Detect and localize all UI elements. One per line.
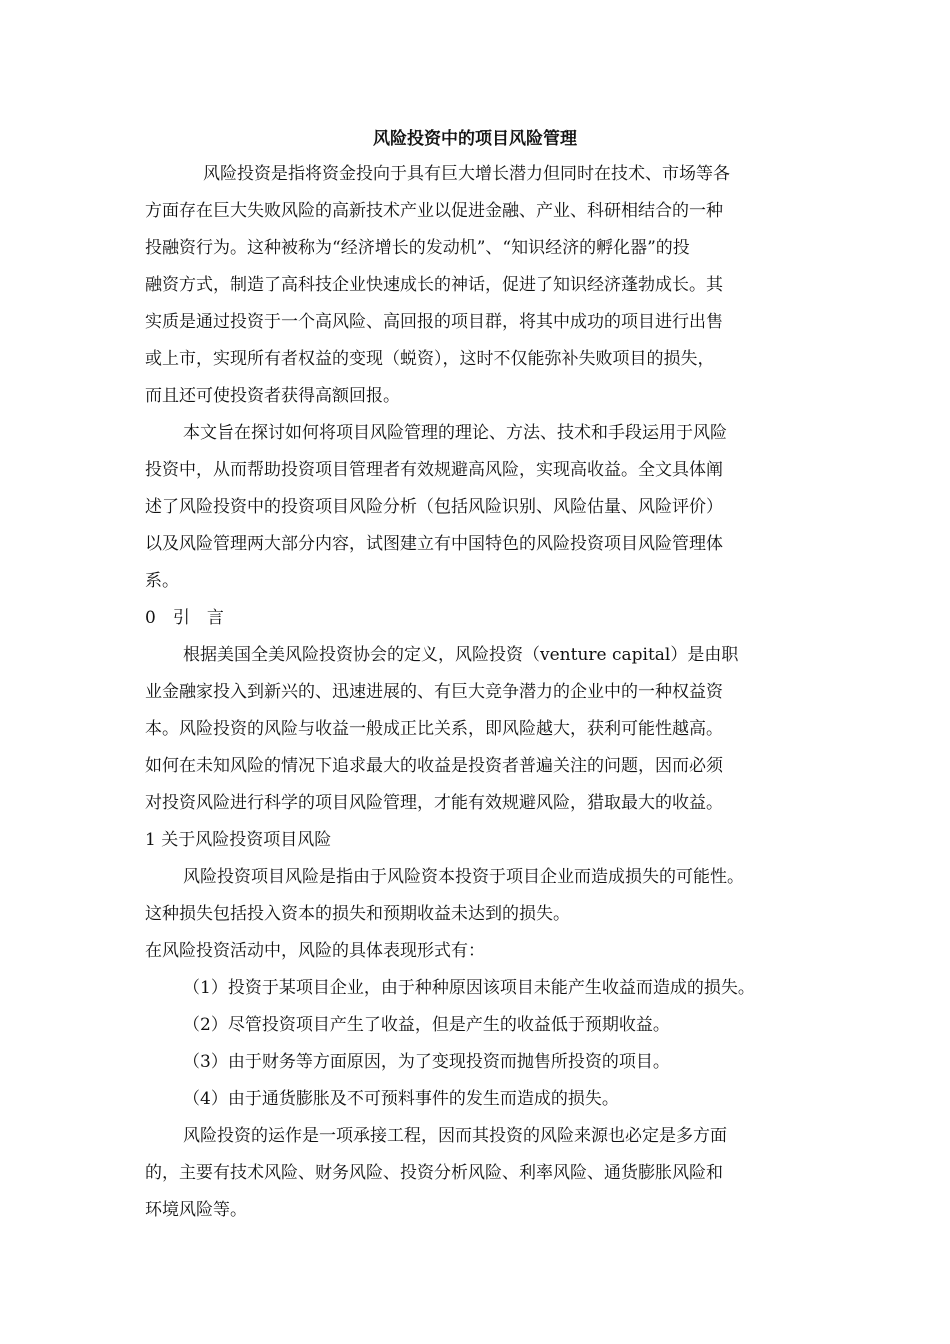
paragraph-line: 这种损失包括投入资本的损失和预期收益未达到的损失。 bbox=[145, 904, 570, 924]
list-item: （2）尽管投资项目产生了收益，但是产生的收益低于预期收益。 bbox=[183, 1015, 670, 1035]
section-heading: 1 关于风险投资项目风险 bbox=[145, 830, 332, 850]
paragraph-line: 本。风险投资的风险与收益一般成正比关系，即风险越大，获利可能性越高。 bbox=[145, 719, 723, 739]
paragraph-line: 或上市，实现所有者权益的变现（蜕资），这时不仅能弥补失败项目的损失， bbox=[145, 349, 715, 369]
paragraph-line: 系。 bbox=[145, 571, 179, 591]
paragraph-line: 投融资行为。这种被称为“经济增长的发动机”、“知识经济的孵化器”的投 bbox=[145, 238, 690, 258]
paragraph-line: 对投资风险进行科学的项目风险管理，才能有效规避风险，猎取最大的收益。 bbox=[145, 793, 723, 813]
document-title: 风险投资中的项目风险管理 bbox=[373, 129, 577, 149]
paragraph-line: 实质是通过投资于一个高风险、高回报的项目群，将其中成功的项目进行出售 bbox=[145, 312, 723, 332]
paragraph-line: 而且还可使投资者获得高额回报。 bbox=[145, 386, 400, 406]
paragraph-line: 本文旨在探讨如何将项目风险管理的理论、方法、技术和手段运用于风险 bbox=[183, 423, 727, 443]
paragraph-line: 投资中，从而帮助投资项目管理者有效规避高风险，实现高收益。全文具体阐 bbox=[145, 460, 723, 480]
list-item: （3）由于财务等方面原因，为了变现投资而抛售所投资的项目。 bbox=[183, 1052, 670, 1072]
paragraph-line: 业金融家投入到新兴的、迅速进展的、有巨大竞争潜力的企业中的一种权益资 bbox=[145, 682, 723, 702]
list-item: （1）投资于某项目企业，由于种种原因该项目未能产生收益而造成的损失。 bbox=[183, 978, 755, 998]
paragraph-line: 述了风险投资中的投资项目风险分析（包括风险识别、风险估量、风险评价） bbox=[145, 497, 723, 517]
paragraph-line: 风险投资项目风险是指由于风险资本投资于项目企业而造成损失的可能性。 bbox=[183, 867, 744, 887]
paragraph-line: 风险投资是指将资金投向于具有巨大增长潜力但同时在技术、市场等各 bbox=[203, 164, 730, 184]
paragraph-line: 融资方式，制造了高科技企业快速成长的神话，促进了知识经济蓬勃成长。其 bbox=[145, 275, 723, 295]
paragraph-line: 如何在未知风险的情况下追求最大的收益是投资者普遍关注的问题，因而必须 bbox=[145, 756, 723, 776]
paragraph-line: 风险投资的运作是一项承接工程，因而其投资的风险来源也必定是多方面 bbox=[183, 1126, 727, 1146]
paragraph-line: 环境风险等。 bbox=[145, 1200, 247, 1220]
paragraph-line: 以及风险管理两大部分内容，试图建立有中国特色的风险投资项目风险管理体 bbox=[145, 534, 723, 554]
section-heading: 0 引 言 bbox=[145, 608, 224, 628]
paragraph-line: 的，主要有技术风险、财务风险、投资分析风险、利率风险、通货膨胀风险和 bbox=[145, 1163, 723, 1183]
paragraph-line: 根据美国全美风险投资协会的定义，风险投资（venture capital）是由职 bbox=[183, 645, 739, 665]
paragraph-line: 方面存在巨大失败风险的高新技术产业以促进金融、产业、科研相结合的一种 bbox=[145, 201, 723, 221]
list-item: （4）由于通货膨胀及不可预料事件的发生而造成的损失。 bbox=[183, 1089, 619, 1109]
paragraph-line: 在风险投资活动中，风险的具体表现形式有： bbox=[145, 941, 485, 961]
